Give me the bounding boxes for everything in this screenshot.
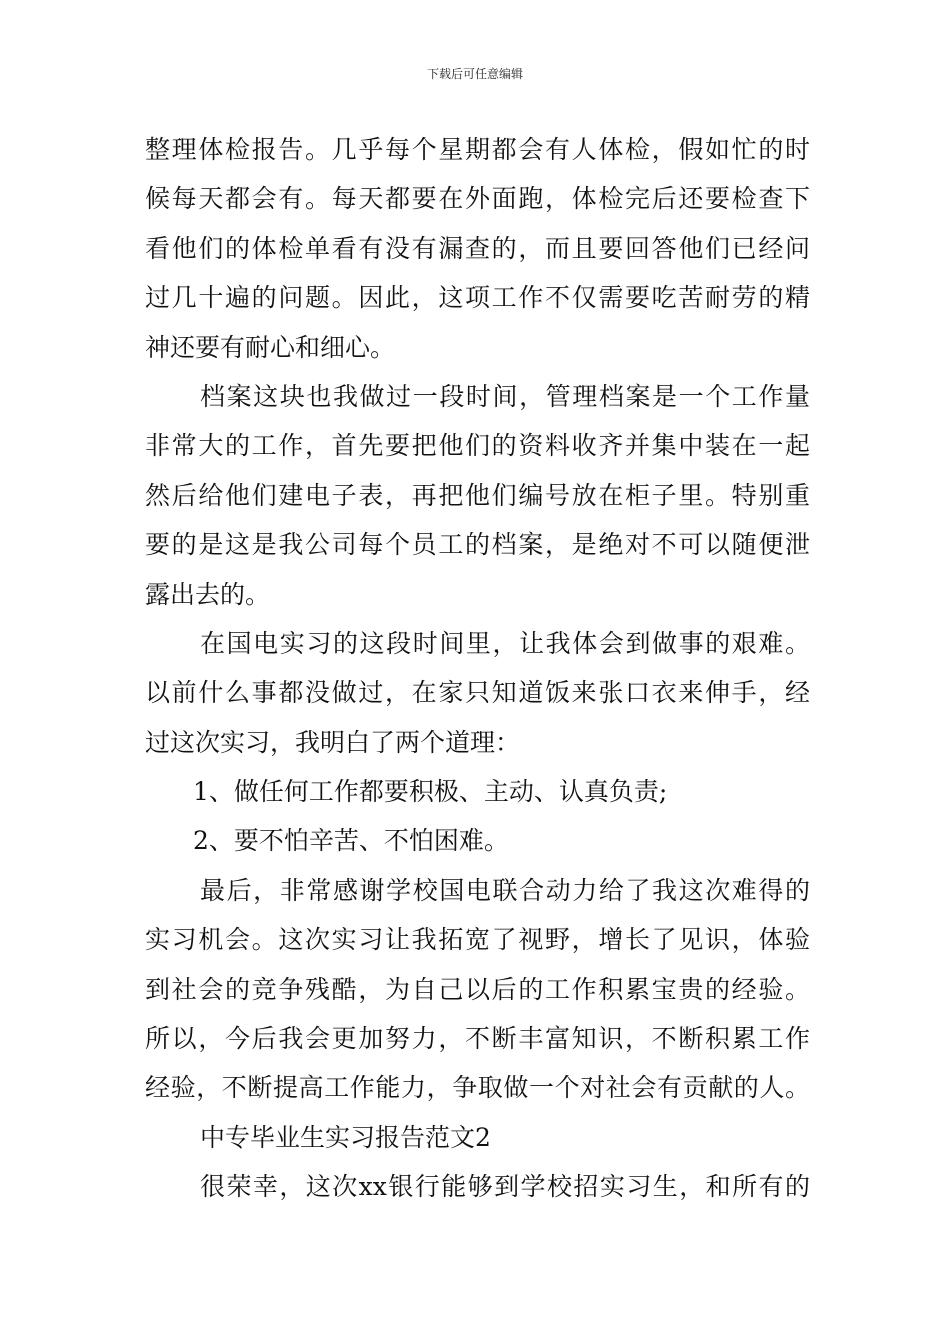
- list-item: 1、做任何工作都要积极、主动、认真负责;: [193, 777, 668, 807]
- document-body: [145, 125, 810, 1212]
- text-line: 过几十遍的问题。因此，这项工作不仅需要吃苦耐劳的精: [145, 283, 810, 313]
- paragraph-first-line: 最后，非常感谢学校国电联合动力给了我这次难得的: [200, 875, 810, 905]
- text-line: 然后给他们建电子表，再把他们编号放在柜子里。特别重: [145, 480, 810, 510]
- paragraph-first-line: 档案这块也我做过一段时间，管理档案是一个工作量: [200, 381, 810, 411]
- text-line: 露出去的。: [145, 579, 271, 609]
- text-line: 以前什么事都没做过，在家只知道饭来张口衣来伸手，经: [145, 678, 810, 708]
- text-line: 所以，今后我会更加努力，不断丰富知识，不断积累工作: [145, 1024, 810, 1054]
- text-line: 非常大的工作，首先要把他们的资料收齐并集中装在一起: [145, 431, 810, 461]
- paragraph-first-line: 很荣幸，这次xx银行能够到学校招实习生，和所有的: [200, 1172, 810, 1202]
- text-line: 看他们的体检单看有没有漏查的，而且要回答他们已经问: [145, 233, 810, 263]
- text-line: 整理体检报告。几乎每个星期都会有人体检，假如忙的时: [145, 135, 810, 164]
- text-line: 到社会的竞争残酷，为自己以后的工作积累宝贵的经验。: [145, 974, 810, 1004]
- section-heading: 中专毕业生实习报告范文2: [200, 1122, 491, 1152]
- page-header: 下载后可任意编辑: [426, 67, 523, 81]
- text-line: 候每天都会有。每天都要在外面跑，体检完后还要检查下: [145, 184, 810, 214]
- text-line: 要的是这是我公司每个员工的档案，是绝对不可以随便泄: [145, 530, 810, 560]
- text-line: 神还要有耐心和细心。: [145, 332, 396, 362]
- paragraph-first-line: 在国电实习的这段时间里，让我体会到做事的艰难。: [200, 628, 810, 658]
- list-item: 2、要不怕辛苦、不怕困难。: [193, 826, 509, 856]
- text-line: 实习机会。这次实习让我拓宽了视野，增长了见识，体验: [145, 925, 810, 955]
- text-line: 过这次实习，我明白了两个道理：: [145, 727, 521, 757]
- text-line: 经验，不断提高工作能力，争取做一个对社会有贡献的人。: [145, 1073, 810, 1103]
